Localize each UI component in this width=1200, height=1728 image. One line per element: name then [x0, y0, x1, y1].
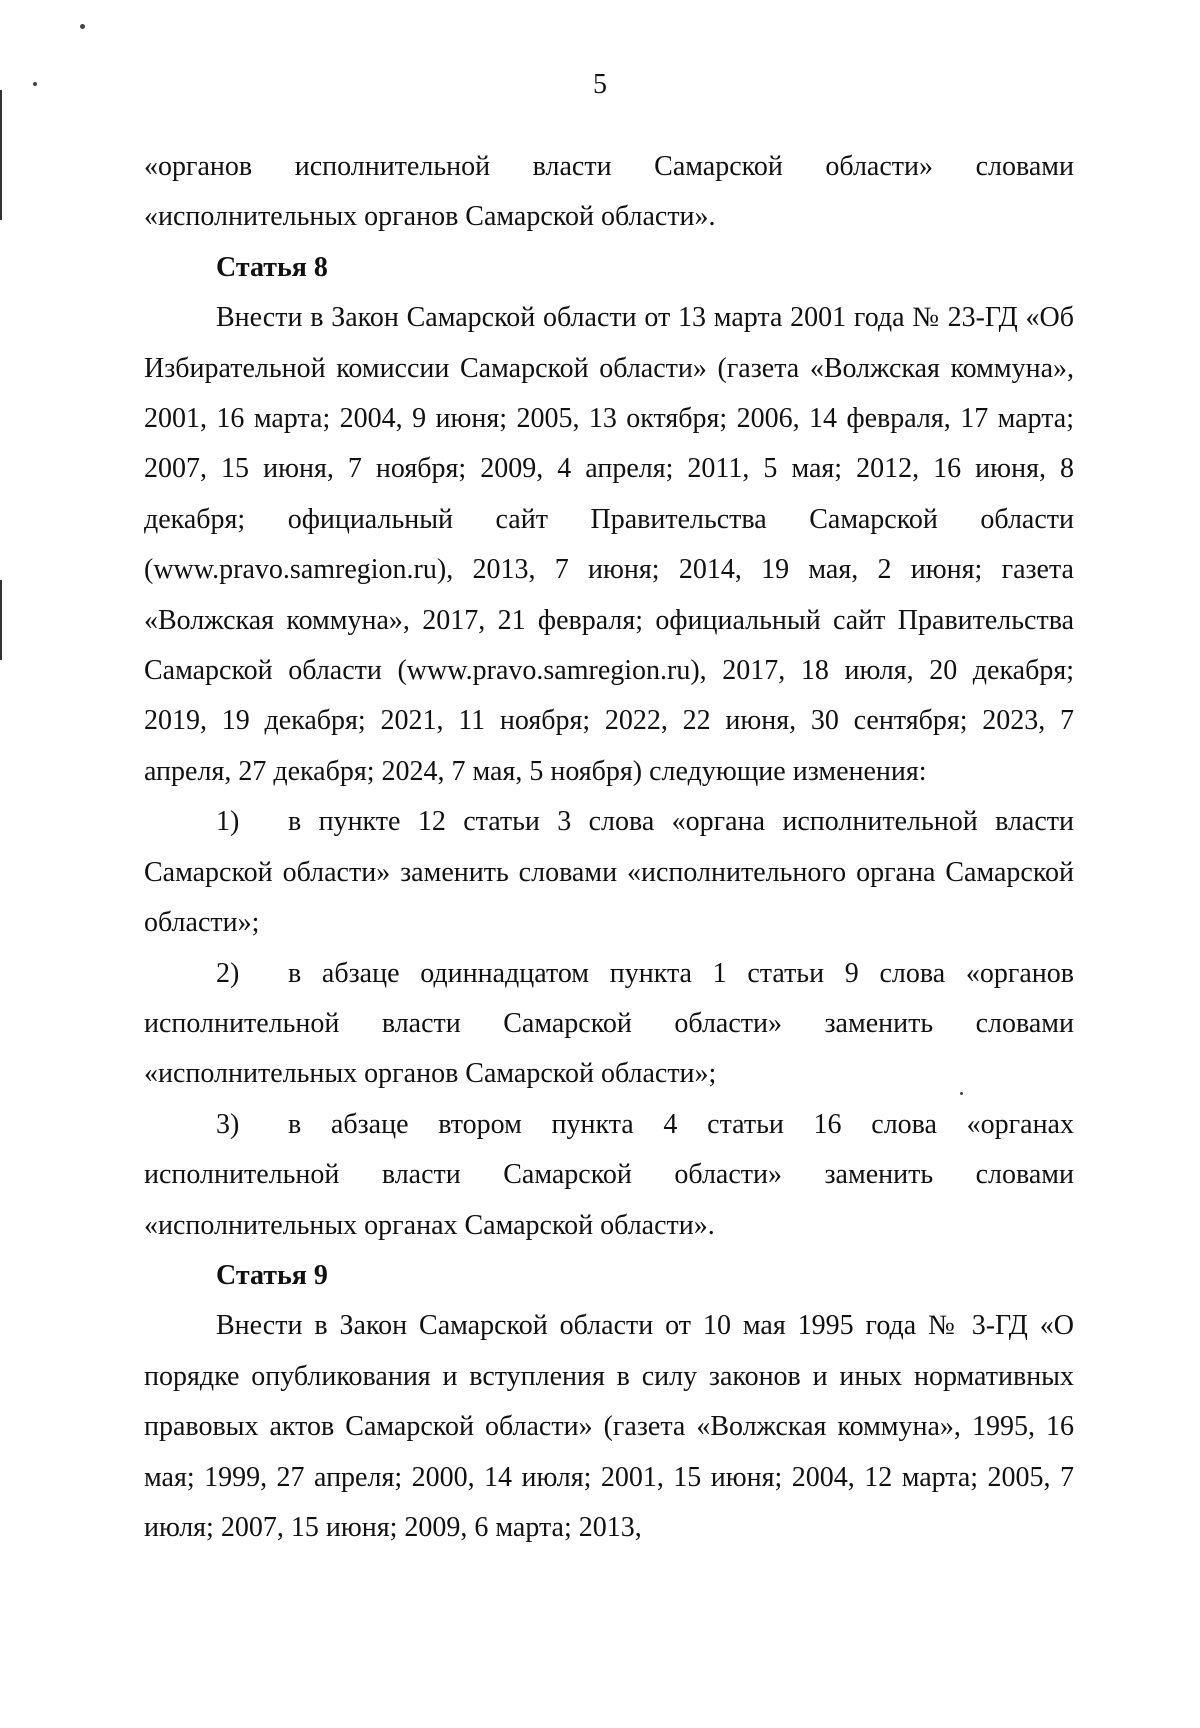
scan-edge-mark-middle: [0, 580, 2, 660]
article-8-item-2: [144, 949, 1074, 1100]
article-9-heading: Статья 9: [216, 1259, 328, 1291]
article-8-intro: Внести в Закон Самарской области от 13 марта 2001 года № 23-ГД «Об Избирательной комиссии Самарской области» (газета «Волжская коммуна», 2001, 16 марта; 2004, 9 июня; 2005, 13 октября; 2006, 14 февраля, 17 марта; 2007, 15 июня, 7 ноября; 2009, 4 апреля; 2011, 5 мая; 2012, 16 июня, 8 декабря; официальный сайт Правительства Самарской области (www.pravo.samregion.ru), 2013, 7 июня; 2014, 19 мая, 2 июня; газета «Волжская коммуна», 2017, 21 февраля; официальный сайт Правительства Самарской области (www.pravo.samregion.ru), 2017, 18 июля, 20 декабря; 2019, 19 декабря; 2021, 11 ноября; 2022, 22 июня, 30 сентября; 2023, 7 апреля, 27 декабря; 2024, 7 мая, 5 ноября) следующие изменения:: [144, 302, 1074, 787]
page-number: 5: [593, 69, 607, 100]
scan-speck: [80, 24, 85, 29]
article-8-item-3: [144, 1100, 1074, 1251]
scan-edge-mark-top: [0, 90, 2, 220]
item-text: в абзаце одиннадцатом пункта 1 статьи 9 слова «органов исполнительной власти Самарской области» заменить словами «исполнительных органов Самарской области»;: [144, 957, 1074, 1090]
item-number: 2): [216, 957, 240, 989]
continuation-paragraph: «органов исполнительной власти Самарской области» словами «исполнительных органов Самарской области».: [144, 151, 1074, 233]
document-body: [144, 142, 1074, 1553]
item-number: 1): [216, 806, 240, 838]
article-8-item-1: [144, 797, 1074, 948]
item-number: 3): [216, 1108, 240, 1140]
article-8-heading: Статья 8: [216, 251, 328, 283]
article-9-intro: Внести в Закон Самарской области от 10 мая 1995 года № 3-ГД «О порядке опубликования и вступления в силу законов и иных нормативных правовых актов Самарской области» (газета «Волжская коммуна», 1995, 16 мая; 1999, 27 апреля; 2000, 14 июля; 2001, 15 июня; 2004, 12 марта; 2005, 7 июля; 2007, 15 июня; 2009, 6 марта; 2013,: [144, 1310, 1074, 1543]
item-text: в абзаце втором пункта 4 статьи 16 слова «органах исполнительной власти Самарской области» заменить словами «исполнительных органах Самарской области».: [144, 1108, 1074, 1241]
item-text: в пункте 12 статьи 3 слова «органа исполнительной власти Самарской области» заменить словами «исполнительного органа Самарской области»;: [144, 806, 1074, 939]
